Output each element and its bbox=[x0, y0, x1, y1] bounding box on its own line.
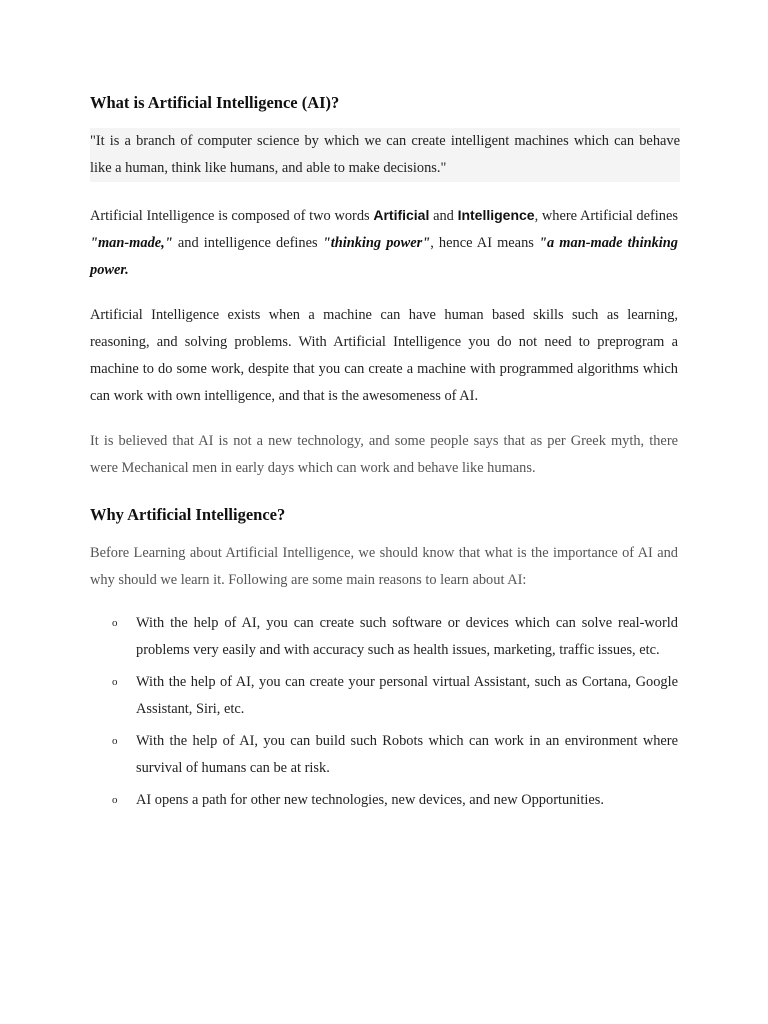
list-item bbox=[90, 669, 678, 723]
list-item bbox=[90, 787, 678, 814]
circle-bullet-icon: o bbox=[112, 676, 118, 688]
circle-bullet-icon: o bbox=[112, 735, 118, 747]
heading-what-is-ai: What is Artificial Intelligence (AI)? bbox=[90, 93, 340, 112]
list-item-text: AI opens a path for other new technologies, new devices, and new Opportunities. bbox=[136, 792, 604, 808]
circle-bullet-icon: o bbox=[112, 617, 118, 629]
text-run: Artificial Intelligence is composed of two words bbox=[90, 208, 374, 224]
list-item-text: With the help of AI, you can create such software or devices which can solve real-world problems very easily and with accuracy such as health issues, marketing, traffic issues, etc. bbox=[136, 615, 678, 658]
emphasis-thinking-power: "thinking power" bbox=[322, 235, 431, 251]
definition-quote: "It is a branch of computer science by which we can create intelligent machines which can behave like a human, think like humans, and able to make decisions." bbox=[90, 128, 680, 182]
document-content bbox=[90, 92, 678, 819]
text-run: , where Artificial defines bbox=[534, 208, 678, 224]
text-run: , hence AI means bbox=[430, 235, 539, 251]
paragraph-ai-exists: Artificial Intelligence exists when a machine can have human based skills such as learning, reasoning, and solving problems. With Artificial Intelligence you do not need to preprogram a machine to do some work, despite that you can create a machine with programmed algorithms which can work with own intelligence, and that is the awesomeness of AI. bbox=[90, 307, 678, 404]
paragraph-importance: Before Learning about Artificial Intelligence, we should know that what is the importance of AI and why should we learn it. Following are some main reasons to learn about AI: bbox=[90, 545, 678, 588]
text-run: and intelligence defines bbox=[172, 235, 323, 251]
bold-intelligence: Intelligence bbox=[457, 207, 535, 223]
circle-bullet-icon: o bbox=[112, 794, 118, 806]
list-item-text: With the help of AI, you can create your personal virtual Assistant, such as Cortana, Google Assistant, Siri, etc. bbox=[136, 674, 678, 717]
heading-why-ai: Why Artificial Intelligence? bbox=[90, 505, 286, 524]
bold-artificial: Artificial bbox=[373, 207, 430, 223]
list-item-text: With the help of AI, you can build such Robots which can work in an environment where survival of humans can be at risk. bbox=[136, 733, 678, 776]
list-item bbox=[90, 610, 678, 664]
emphasis-man-made: "man-made," bbox=[90, 235, 173, 251]
text-run: and bbox=[429, 208, 458, 224]
paragraph-greek-myth: It is believed that AI is not a new technology, and some people says that as per Greek myth, there were Mechanical men in early days which can work and behave like humans. bbox=[90, 433, 678, 476]
paragraph-composition bbox=[90, 202, 678, 284]
reasons-list bbox=[90, 610, 678, 814]
list-item bbox=[90, 728, 678, 782]
emphasis-man-made-thinking-power: "a man-made thinking power. bbox=[90, 235, 678, 278]
